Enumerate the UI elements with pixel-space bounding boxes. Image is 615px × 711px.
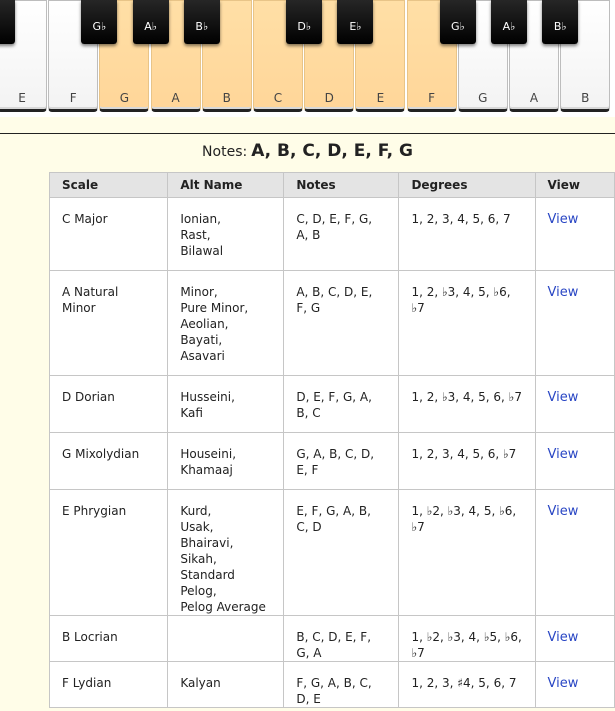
black-key-label: G♭	[92, 20, 107, 33]
black-key[interactable]	[337, 0, 373, 44]
black-key-label: E♭	[349, 20, 362, 33]
table-row	[50, 616, 615, 662]
alt-name-line: Bhairavi,	[180, 536, 234, 550]
white-key-label: A	[529, 91, 539, 105]
alt-name-line: Rast,	[180, 228, 211, 242]
header-scale: Scale	[50, 173, 168, 198]
white-key-label: F	[428, 91, 436, 105]
notes-value: A, B, C, D, E, F, G	[251, 141, 413, 161]
black-key[interactable]	[286, 0, 322, 44]
scale-name-cell: C Major	[50, 198, 168, 271]
black-key[interactable]	[440, 0, 476, 44]
black-key[interactable]	[81, 0, 117, 44]
view-link[interactable]: View	[547, 447, 579, 462]
keyboard-divider	[0, 133, 615, 134]
notes-cell: B, C, D, E, F, G, A	[284, 616, 399, 662]
alt-name-line: Kurd,	[180, 504, 212, 518]
degrees-cell: 1, 2, ♭3, 4, 5, ♭6, ♭7	[399, 271, 535, 376]
white-key-label: B	[222, 91, 231, 105]
black-key[interactable]	[133, 0, 169, 44]
black-key-label: G♭	[450, 20, 465, 33]
view-cell	[535, 198, 614, 271]
black-key-label: B♭	[553, 20, 567, 33]
table-row	[50, 376, 615, 433]
degrees-cell: 1, ♭2, ♭3, 4, 5, ♭6, ♭7	[399, 490, 535, 616]
alt-name-cell	[168, 662, 284, 708]
black-key[interactable]	[0, 0, 15, 44]
table-row	[50, 433, 615, 490]
degrees-cell: 1, 2, 3, 4, 5, 6, 7	[399, 198, 535, 271]
view-link[interactable]: View	[547, 504, 579, 519]
alt-name-line: Kafi	[180, 406, 203, 420]
view-cell	[535, 271, 614, 376]
degrees-cell: 1, ♭2, ♭3, 4, ♭5, ♭6, ♭7	[399, 616, 535, 662]
alt-name-line: Aeolian,	[180, 317, 229, 331]
black-key[interactable]	[491, 0, 527, 44]
table-row	[50, 271, 615, 376]
white-key-label: A	[171, 91, 180, 105]
notes-heading	[0, 141, 615, 161]
alt-name-cell	[168, 616, 284, 662]
scale-name-cell: D Dorian	[50, 376, 168, 433]
scales-table	[49, 172, 615, 708]
degrees-cell: 1, 2, 3, ♯4, 5, 6, 7	[399, 662, 535, 708]
black-key-label: A♭	[502, 20, 516, 33]
alt-name-line: Bilawal	[180, 244, 224, 258]
scale-name-cell: B Locrian	[50, 616, 168, 662]
white-key-label: D	[324, 91, 334, 105]
view-cell	[535, 490, 614, 616]
black-key-label: D♭	[297, 20, 312, 33]
header-degrees: Degrees	[399, 173, 535, 198]
notes-label: Notes:	[202, 144, 248, 160]
scale-name-cell: A Natural Minor	[50, 271, 168, 376]
view-cell	[535, 616, 614, 662]
notes-cell: F, G, A, B, C, D, E	[284, 662, 399, 708]
alt-name-line: Usak,	[180, 520, 214, 534]
alt-name-line: Husseini,	[180, 390, 235, 404]
view-cell	[535, 376, 614, 433]
notes-cell: D, E, F, G, A, B, C	[284, 376, 399, 433]
white-key-label: B	[581, 91, 590, 105]
scale-name-cell: G Mixolydian	[50, 433, 168, 490]
alt-name-line: Standard Pelog,	[180, 568, 235, 598]
white-key-label: F	[69, 91, 77, 105]
alt-name-cell	[168, 271, 284, 376]
scale-name-cell: E Phrygian	[50, 490, 168, 616]
alt-name-line: Pure Minor,	[180, 301, 249, 315]
table-row	[50, 490, 615, 616]
alt-name-line: Ionian,	[180, 212, 221, 226]
scale-name-cell: F Lydian	[50, 662, 168, 708]
alt-name-line: Minor,	[180, 285, 218, 299]
white-key-label: E	[18, 91, 26, 105]
table-row	[50, 662, 615, 708]
view-cell	[535, 433, 614, 490]
black-key-label: B♭	[195, 20, 209, 33]
alt-name-line: Houseini,	[180, 447, 237, 461]
notes-cell: E, F, G, A, B, C, D	[284, 490, 399, 616]
notes-cell: C, D, E, F, G, A, B	[284, 198, 399, 271]
notes-cell: A, B, C, D, E, F, G	[284, 271, 399, 376]
alt-name-line: Asavari	[180, 349, 225, 363]
alt-name-cell	[168, 198, 284, 271]
alt-name-line: Bayati,	[180, 333, 223, 347]
black-key[interactable]	[542, 0, 578, 44]
notes-cell: G, A, B, C, D, E, F	[284, 433, 399, 490]
table-row	[50, 198, 615, 271]
alt-name-line: Pelog Average	[180, 600, 266, 614]
view-link[interactable]: View	[547, 676, 579, 691]
alt-name-cell	[168, 433, 284, 490]
degrees-cell: 1, 2, 3, 4, 5, 6, ♭7	[399, 433, 535, 490]
view-cell	[535, 662, 614, 708]
header-alt-name: Alt Name	[168, 173, 284, 198]
alt-name-line: Kalyan	[180, 676, 221, 690]
view-link[interactable]: View	[547, 212, 579, 227]
view-link[interactable]: View	[547, 390, 579, 405]
black-key-label: A♭	[144, 20, 157, 33]
white-key-label: E	[376, 91, 385, 105]
alt-name-line: Sikah,	[180, 552, 217, 566]
white-key-label: C	[273, 91, 283, 105]
view-link[interactable]: View	[547, 285, 579, 300]
alt-name-line: Khamaaj	[180, 463, 233, 477]
view-link[interactable]: View	[547, 630, 579, 645]
white-key-label: G	[119, 91, 130, 105]
header-view: View	[535, 173, 614, 198]
degrees-cell: 1, 2, ♭3, 4, 5, 6, ♭7	[399, 376, 535, 433]
alt-name-cell	[168, 376, 284, 433]
white-key-label: G	[478, 91, 488, 105]
table-header-row	[50, 173, 615, 198]
alt-name-cell	[168, 490, 284, 616]
header-notes: Notes	[284, 173, 399, 198]
black-key[interactable]	[184, 0, 220, 44]
piano-keyboard	[0, 0, 615, 117]
